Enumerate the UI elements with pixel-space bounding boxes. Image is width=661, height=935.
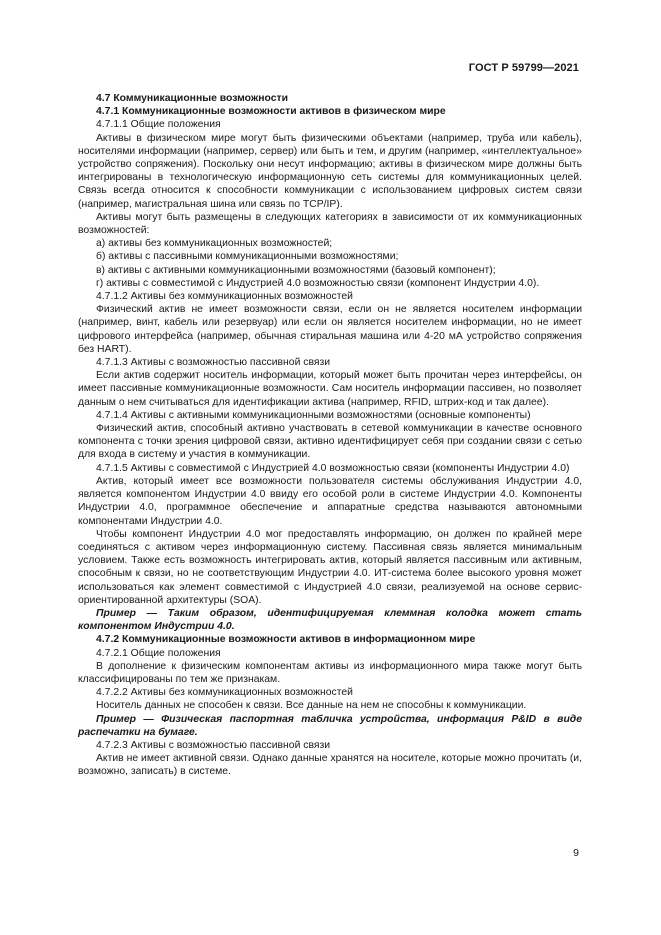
standard-number: ГОСТ Р 59799—2021	[468, 62, 579, 74]
list-item: б) активы с пассивными коммуникационными возможностями;	[96, 251, 399, 263]
clause-heading: 4.7.1.5 Активы с совместимой с Индустрией 4.0 возможностью связи (компоненты Индустрии 4.0)	[96, 462, 570, 474]
paragraph: Если актив содержит носитель информации, который может быть прочитан через интерфейсы, он имеет пассивные коммуникационные возможности. Сам носитель информации пассивен, но позволяет данным о нем считываться для идентификации актива (например, RFID, штрих-код и так далее).	[78, 370, 582, 408]
list-item: г) активы с совместимой с Индустрией 4.0 возможностью связи (компонент Индустрии 4.0).	[96, 277, 540, 289]
subsection-heading: 4.7.1 Коммуникационные возможности активов в физическом мире	[96, 106, 446, 118]
paragraph: Физический актив, способный активно участвовать в сетевой коммуникации в качестве основного компонента с точки зрения цифровой связи, активно идентифицирует себя при создании связи с сетью для входа в систему и участия в коммуникации.	[78, 423, 582, 461]
list-item: а) активы без коммуникационных возможностей;	[96, 238, 333, 250]
list-item: в) активы с активными коммуникационными возможностями (базовый компонент);	[96, 264, 496, 276]
paragraph: Активы в физическом мире могут быть физическими объектами (например, труба или кабель), носителями информации (например, сервер) или быть и тем, и другим (например, «интеллектуальное» устройство сопряжения). Поскольку они несут информацию; активы в физическом мире должны быть интегрированы в технологическую информационную сеть системы для коммуникационных целей. Связь всегда относится к способности коммуникации с использованием цифровых систем связи (например, магистральная шина или связь по TCP/IP).	[78, 132, 582, 210]
clause-heading: 4.7.2.2 Активы без коммуникационных возможностей	[96, 687, 353, 699]
example-note: Пример — Физическая паспортная табличка устройства, информация P&ID в виде распечатки на бумаге.	[78, 713, 582, 738]
document-body	[78, 92, 582, 779]
paragraph: Носитель данных не способен к связи. Все данные на нем не способны к коммуникации.	[96, 700, 527, 712]
paragraph: Актив, который имеет все возможности пользователя системы обслуживания Индустрии 4.0, является компонентом Индустрии 4.0 ввиду его особой роли в системе Индустрии 4.0. Компоненты Индустрии 4.0, программное обеспечение и аппаратные средства называются автономными компонентами Индустрии 4.0.	[78, 475, 582, 527]
section-heading: 4.7 Коммуникационные возможности	[96, 93, 288, 104]
paragraph: Физический актив не имеет возможности связи, если он не является носителем информации (например, винт, кабель или резервуар) или если он является носителем информации, но не имеет цифрового интерфейса (например, обычная стиральная машина или 4-20 мА устройство сопряжения без HART).	[78, 304, 582, 355]
clause-heading: 4.7.1.3 Активы с возможностью пассивной связи	[96, 357, 331, 369]
paragraph: В дополнение к физическим компонентам активы из информационного мира также могут быть классифицированы по тем же признакам.	[78, 660, 582, 685]
paragraph: Актив не имеет активной связи. Однако данные хранятся на носителе, которые можно прочитать (и, возможно, записать) в системе.	[78, 753, 582, 778]
paragraph: Чтобы компонент Индустрии 4.0 мог предоставлять информацию, он должен по крайней мере соединяться с активом через информационную систему. Пассивная связь является минимальным условием. Также есть возможность интегрировать актив, который является пассивным или активным, способным к связи, но не соответствующим Индустрии 4.0. ИТ-система более высокого уровня может использоваться как элемент совместимой с Индустрией 4.0 связи, реализуемой на основе сервис-ориентированной архитектуры (SOA).	[78, 528, 582, 606]
clause-heading: 4.7.1.1 Общие положения	[96, 119, 221, 131]
clause-heading: 4.7.2.1 Общие положения	[96, 647, 221, 659]
paragraph: Активы могут быть размещены в следующих категориях в зависимости от их коммуникационных возможностей:	[78, 211, 582, 237]
example-note: Пример — Таким образом, идентифицируемая клеммная колодка может стать компонентом Индустрии 4.0.	[78, 607, 582, 633]
clause-heading: 4.7.2.3 Активы с возможностью пассивной связи	[96, 739, 331, 751]
subsection-heading: 4.7.2 Коммуникационные возможности активов в информационном мире	[96, 634, 476, 646]
page-number: 9	[573, 847, 579, 859]
clause-heading: 4.7.1.4 Активы с активными коммуникационными возможностями (основные компоненты)	[96, 409, 531, 421]
clause-heading: 4.7.1.2 Активы без коммуникационных возможностей	[96, 291, 353, 303]
